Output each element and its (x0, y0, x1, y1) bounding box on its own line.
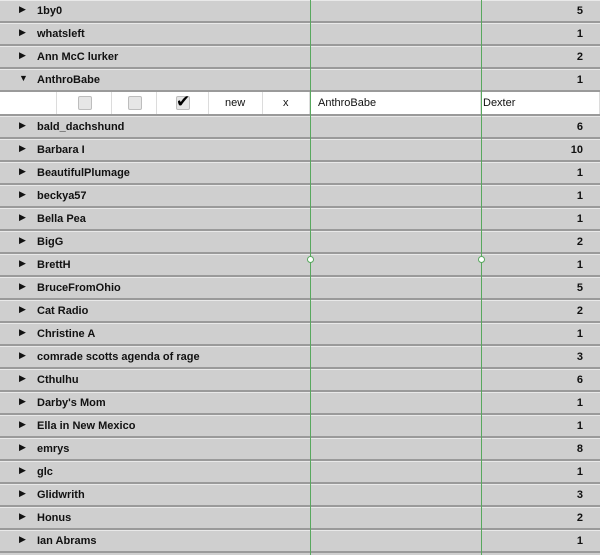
group-row[interactable] (0, 23, 600, 46)
group-count: 2 (576, 236, 583, 248)
triangle-right-icon[interactable]: ▶ (19, 304, 26, 314)
guide-handle[interactable] (478, 256, 485, 263)
group-name: Ian Abrams (37, 535, 97, 547)
group-row[interactable] (0, 392, 600, 415)
group-row[interactable] (0, 162, 600, 185)
group-row[interactable] (0, 346, 600, 369)
group-count: 2 (576, 305, 583, 317)
group-count: 1 (576, 190, 583, 202)
group-name: Bella Pea (37, 213, 86, 225)
triangle-right-icon[interactable]: ▶ (19, 396, 26, 406)
group-row[interactable] (0, 323, 600, 346)
group-name: Cthulhu (37, 374, 79, 386)
triangle-right-icon[interactable]: ▶ (19, 143, 26, 153)
triangle-right-icon[interactable]: ▶ (19, 419, 26, 429)
group-name: Christine A (37, 328, 96, 340)
group-count: 1 (576, 328, 583, 340)
group-row[interactable] (0, 0, 600, 23)
column-guide-line[interactable] (481, 0, 482, 555)
group-row[interactable] (0, 507, 600, 530)
group-count: 6 (576, 374, 583, 386)
checkbox[interactable] (176, 92, 191, 111)
group-count: 6 (576, 121, 583, 133)
triangle-right-icon[interactable]: ▶ (19, 373, 26, 383)
group-name: comrade scotts agenda of rage (37, 351, 200, 363)
triangle-right-icon[interactable]: ▶ (19, 327, 26, 337)
group-count: 5 (576, 5, 583, 17)
group-row[interactable] (0, 231, 600, 254)
group-row[interactable] (0, 185, 600, 208)
group-name: Barbara I (37, 144, 85, 156)
triangle-right-icon[interactable]: ▶ (19, 212, 26, 222)
group-name: BigG (37, 236, 64, 248)
group-row[interactable] (0, 415, 600, 438)
cell-mark (263, 92, 310, 114)
guide-handle[interactable] (307, 256, 314, 263)
group-count: 1 (576, 28, 583, 40)
group-row[interactable] (0, 530, 600, 553)
group-count: 1 (576, 535, 583, 547)
cell-text: new (225, 97, 246, 109)
triangle-down-icon[interactable]: ▼ (19, 73, 28, 83)
group-name: glc (37, 466, 53, 478)
triangle-right-icon[interactable]: ▶ (19, 350, 26, 360)
group-row[interactable] (0, 208, 600, 231)
group-name: BrettH (37, 259, 71, 271)
column-guide-line[interactable] (310, 0, 311, 555)
group-row[interactable] (0, 300, 600, 323)
group-name: emrys (37, 443, 70, 455)
group-count: 1 (576, 74, 583, 86)
group-count: 1 (576, 259, 583, 271)
group-row[interactable] (0, 116, 600, 139)
triangle-right-icon[interactable]: ▶ (19, 50, 26, 60)
group-count: 5 (576, 282, 583, 294)
group-count: 1 (576, 167, 583, 179)
group-count: 2 (576, 51, 583, 63)
group-name: Glidwrith (37, 489, 85, 501)
group-name: bald_dachshund (37, 121, 125, 133)
checkmark-icon: ✔ (176, 92, 191, 111)
group-row[interactable] (0, 46, 600, 69)
group-row[interactable] (0, 484, 600, 507)
cell-blank (0, 92, 57, 114)
group-count: 3 (576, 489, 583, 501)
group-count: 2 (576, 512, 583, 524)
group-name: Ann McC lurker (37, 51, 119, 63)
group-name: Honus (37, 512, 72, 524)
group-count: 3 (576, 351, 583, 363)
group-name: Darby's Mom (37, 397, 106, 409)
triangle-right-icon[interactable]: ▶ (19, 511, 26, 521)
triangle-right-icon[interactable]: ▶ (19, 442, 26, 452)
cell-subject (481, 92, 600, 114)
checkbox[interactable] (128, 96, 142, 110)
triangle-right-icon[interactable]: ▶ (19, 534, 26, 544)
group-count: 10 (570, 144, 583, 156)
triangle-right-icon[interactable]: ▶ (19, 235, 26, 245)
group-count: 1 (576, 420, 583, 432)
group-count: 1 (576, 466, 583, 478)
triangle-right-icon[interactable]: ▶ (19, 27, 26, 37)
group-name: AnthroBabe (37, 74, 100, 86)
cell-checkbox-1 (57, 92, 112, 114)
triangle-right-icon[interactable]: ▶ (19, 488, 26, 498)
triangle-right-icon[interactable]: ▶ (19, 281, 26, 291)
group-row[interactable] (0, 69, 600, 92)
group-name: Ella in New Mexico (37, 420, 136, 432)
cell-checkbox-3 (157, 92, 209, 114)
group-row[interactable] (0, 277, 600, 300)
group-count: 1 (576, 213, 583, 225)
group-name: beckya57 (37, 190, 87, 202)
cell-text: x (283, 97, 289, 109)
checkbox[interactable] (78, 96, 92, 110)
cell-text: AnthroBabe (318, 97, 377, 109)
group-name: whatsleft (37, 28, 85, 40)
triangle-right-icon[interactable]: ▶ (19, 4, 26, 14)
group-name: BruceFromOhio (37, 282, 121, 294)
group-row[interactable] (0, 369, 600, 392)
group-row[interactable] (0, 461, 600, 484)
triangle-right-icon[interactable]: ▶ (19, 120, 26, 130)
triangle-right-icon[interactable]: ▶ (19, 189, 26, 199)
group-name: BeautifulPlumage (37, 167, 130, 179)
group-row[interactable] (0, 438, 600, 461)
group-row[interactable] (0, 254, 600, 277)
cell-text: Dexter (483, 97, 516, 109)
cell-author (310, 92, 481, 114)
triangle-right-icon[interactable]: ▶ (19, 166, 26, 176)
group-name: 1by0 (37, 5, 63, 17)
group-count: 8 (576, 443, 583, 455)
cell-checkbox-2 (112, 92, 157, 114)
group-name: Cat Radio (37, 305, 89, 317)
cell-status (209, 92, 263, 114)
detail-row[interactable] (0, 92, 600, 116)
group-row[interactable] (0, 139, 600, 162)
triangle-right-icon[interactable]: ▶ (19, 465, 26, 475)
triangle-right-icon[interactable]: ▶ (19, 258, 26, 268)
group-count: 1 (576, 397, 583, 409)
